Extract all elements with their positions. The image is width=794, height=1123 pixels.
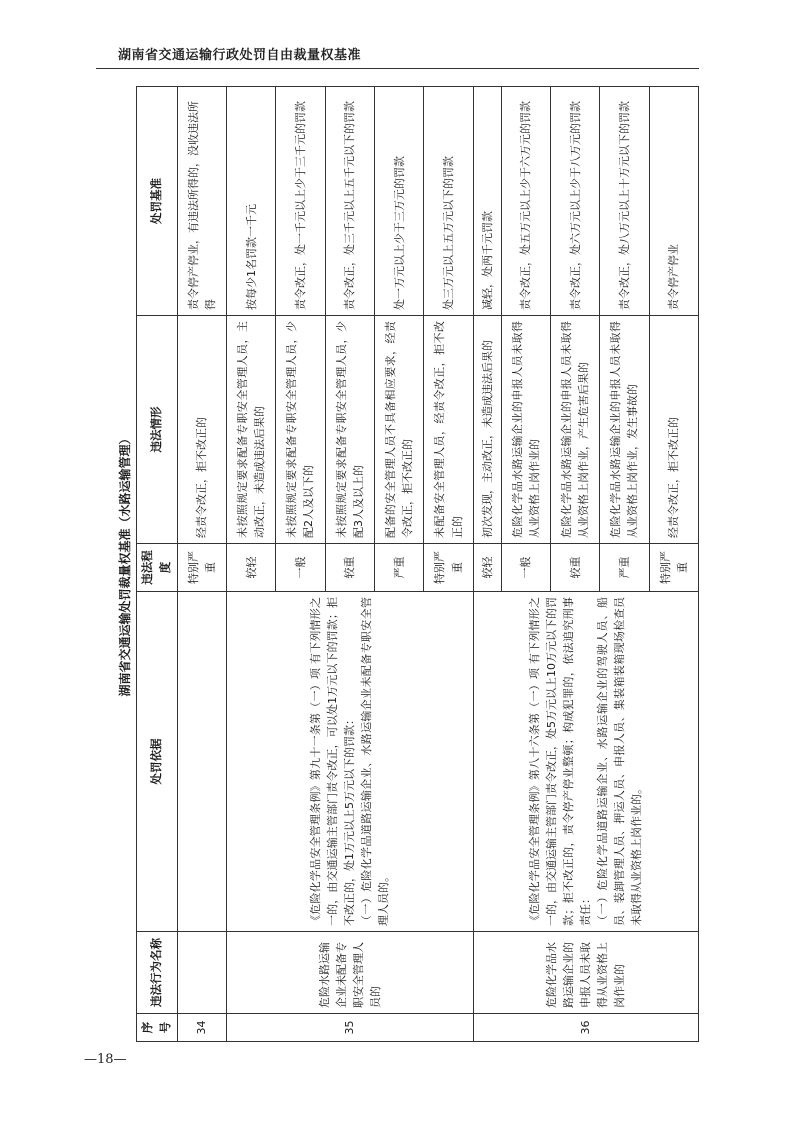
table-row [226,87,275,1042]
circumstance-cell: 危险化学品水路运输企业的申报人员未取得从业资格上岗作业的 [501,316,550,544]
header-divider [96,68,699,69]
page-number: —18— [84,1052,127,1067]
column-header-seq: 序号 [137,1014,178,1042]
basis-cell [473,592,698,932]
seq-cell: 35 [226,1014,473,1042]
degree-cell: 特别严重 [649,544,698,592]
basis-cell [177,592,226,932]
circumstance-cell: 未按照规定要求配备专职安全管理人员，少配2人及以下的 [276,316,325,544]
basis-paragraph: （一）危险化学品道路运输企业、水路运输企业的驾驶人员、船员、装卸管理人员、押运人员、申报人员、集装箱装箱现场检查员未取得从业资格上岗作业的。 [596,597,644,926]
circumstance-cell: 未按照规定要求配备专职安全管理人员，主动改正，未造成违法后果的 [226,316,275,544]
degree-cell: 特别严重 [424,544,473,592]
column-header-standard: 处罚基准 [137,87,178,316]
standard-cell: 责令改正，处五万元以上少于六万元的罚款 [501,87,550,316]
standard-cell: 责令改正，处八万元以上十万元以下的罚款 [600,87,649,316]
standard-cell: 处一万元以上少于三万元的罚款 [375,87,424,316]
rotated-table-container [114,87,699,1042]
circumstance-cell: 危险化学品水路运输企业的申报人员未取得从业资格上岗作业，发生事故的 [600,316,649,544]
standard-cell: 责令停产停业 [649,87,698,316]
standard-cell: 按每少1名罚款一千元 [226,87,275,316]
degree-cell: 较重 [550,544,599,592]
standard-cell: 责令改正，处六万元以上少于八万元的罚款 [550,87,599,316]
table-title: 湖南省交通运输处罚裁量权基准（水路运输管理） [118,432,132,697]
column-header-circumstance: 违法情形 [137,316,178,544]
standard-cell: 责令停产停业，有违法所得的，没收违法所得 [177,87,226,316]
seq-cell: 36 [473,1014,698,1042]
standard-cell: 处三万元以上五万元以下的罚款 [424,87,473,316]
table-row [473,87,501,1042]
circumstance-cell: 未按照规定要求配备专职安全管理人员，少配3人及以上的 [325,316,374,544]
name-cell: 危险水路运输企业未配备专职安全管理人员的 [226,932,473,1014]
name-cell: 危险化学品水路运输企业的申报人员未取得从业资格上岗作业的 [473,932,698,1014]
degree-cell: 较轻 [226,544,275,592]
circumstance-cell: 危险化学品水路运输企业的申报人员未取得从业资格上岗作业，产生危害后果的 [550,316,599,544]
degree-cell: 较轻 [473,544,501,592]
table-header-row [137,87,178,1042]
circumstance-cell: 未配备安全管理人员，经责令改正，拒不改正的 [424,316,473,544]
degree-cell: 一般 [276,544,325,592]
circumstance-cell: 经责令改正，拒不改正的 [649,316,698,544]
basis-paragraph: 《危险化学品安全管理条例》第九十一条第（一）项 有下列情形之一的，由交通运输主管部门责令改正，可以处1万元以下的罚款；拒不改正的，处1万元以上5万元以下的罚款： [309,597,357,926]
degree-cell: 较重 [325,544,374,592]
circumstance-cell: 经责令改正，拒不改正的 [177,316,226,544]
basis-cell [226,592,473,932]
basis-paragraph: （一）危险化学品道路运输企业、水路运输企业未配备专职安全管理人员的。 [360,597,391,926]
column-header-basis: 处罚依据 [137,592,178,932]
degree-cell: 严重 [600,544,649,592]
document-header-title: 湖南省交通运输行政处罚自由裁量权基准 [118,48,362,63]
table-row [177,87,226,1042]
degree-cell: 一般 [501,544,550,592]
standard-cell: 减轻，处两千元罚款 [473,87,501,316]
degree-cell: 特别严重 [177,544,226,592]
discretion-standard-table [136,86,699,1042]
circumstance-cell: 配备的安全管理人员不具备相应要求，经责令改正，拒不改正的 [375,316,424,544]
basis-paragraph: 《危险化学品安全管理条例》第八十六条第（一）项 有下列情形之一的，由交通运输主管部门责令改正，处5万元以上10万元以下的罚款；拒不改正的，责令停产停业整顿；构成犯罪的，依法追究刑事责任： [528,597,593,926]
rotated-table-page [114,87,699,1042]
standard-cell: 责令改正，处三千元以上五千元以下的罚款 [325,87,374,316]
standard-cell: 责令改正，处一千元以上少于三千元的罚款 [276,87,325,316]
circumstance-cell: 初次发现，主动改正，未造成违法后果的 [473,316,501,544]
degree-cell: 严重 [375,544,424,592]
column-header-degree: 违法程度 [137,544,178,592]
seq-cell: 34 [177,1014,226,1042]
column-header-name: 违法行为名称 [137,932,178,1014]
name-cell [177,932,226,1014]
